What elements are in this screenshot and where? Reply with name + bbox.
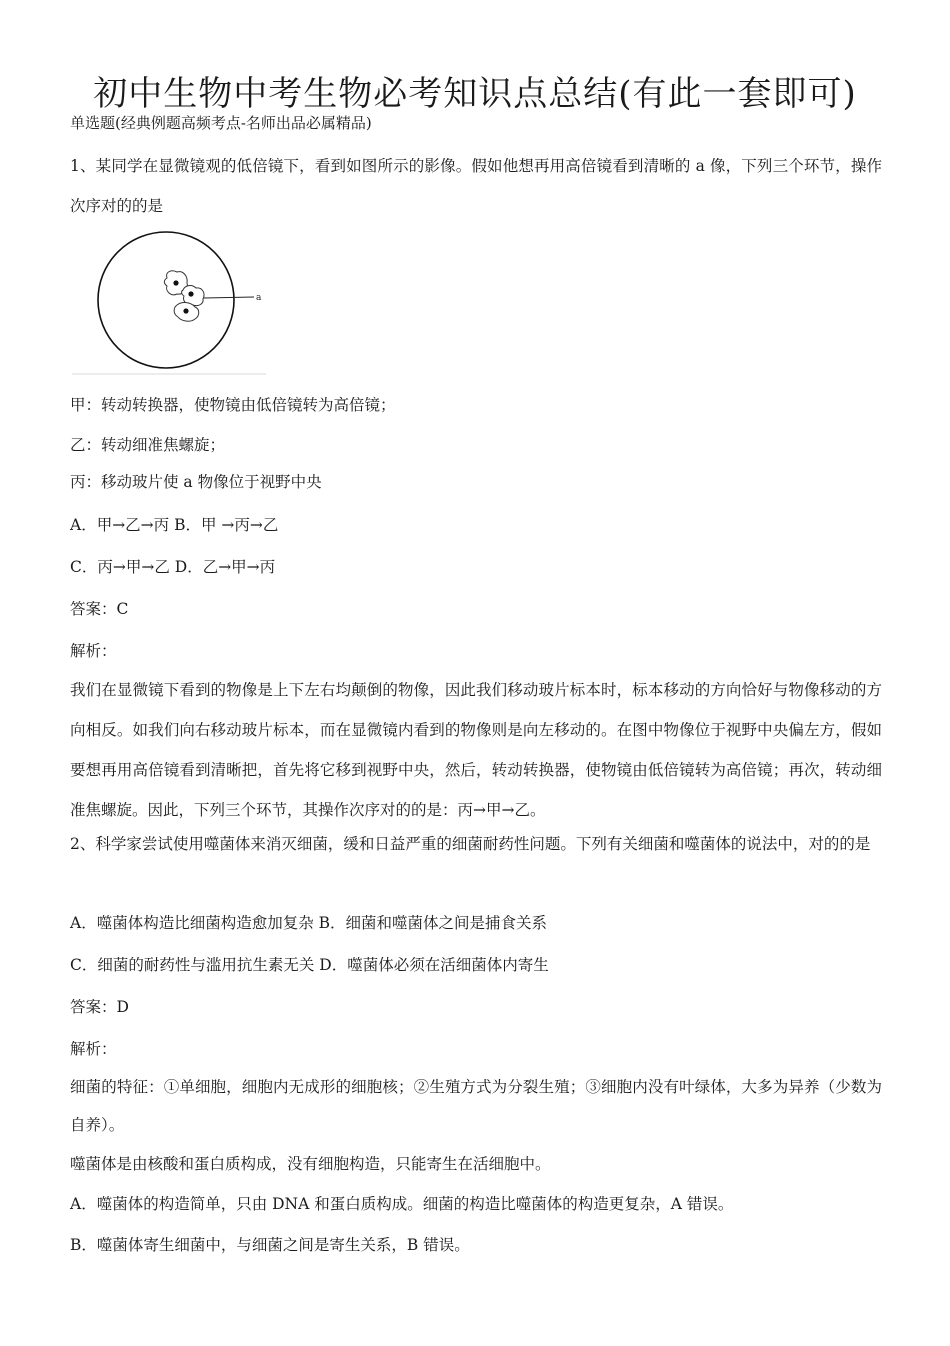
- microscope-field-illustration: [70, 230, 270, 378]
- cell-nucleus: [183, 308, 188, 313]
- step-jia: 甲：转动转换器，使物镜由低倍镜转为高倍镜；: [70, 396, 396, 414]
- question-1-analysis-label: 解析：: [70, 642, 117, 660]
- question-2-analysis-1: 细菌的特征：①单细胞，细胞内无成形的细胞核；②生殖方式为分裂生殖；③细胞内没有叶绿体，大多为异养（少数为自养）。: [70, 1078, 882, 1134]
- question-2-options-cd: C．细菌的耐药性与滥用抗生素无关 D．噬菌体必须在活细菌体内寄生: [70, 956, 549, 974]
- figure-label-a: a: [256, 293, 262, 303]
- section-subtitle: 单选题(经典例题高频考点-名师出品必属精品): [70, 114, 372, 132]
- question-2-options-ab: A．噬菌体构造比细菌构造愈加复杂 B．细菌和噬菌体之间是捕食关系: [70, 914, 548, 932]
- field-of-view-circle: [98, 232, 234, 368]
- question-1-options-cd: C．丙→甲→乙 D．乙→甲→丙: [70, 558, 276, 576]
- question-2-analysis-2: 噬菌体是由核酸和蛋白质构成，没有细胞构造，只能寄生在活细胞中。: [70, 1155, 551, 1173]
- question-2-analysis-label: 解析：: [70, 1040, 117, 1058]
- step-yi: 乙：转动细准焦螺旋；: [70, 436, 226, 454]
- question-1-options-ab: A．甲→乙→丙 B．甲 →丙→乙: [70, 516, 279, 534]
- question-2-stem: 2、科学家尝试使用噬菌体来消灭细菌，缓和日益严重的细菌耐药性问题。下列有关细菌和噬菌体的说法中，对的的是: [70, 835, 871, 853]
- question-1-answer: 答案：C: [70, 600, 129, 618]
- microscope-field-figure: [70, 230, 270, 378]
- question-1-stem: 1、某同学在显微镜观的低倍镜下，看到如图所示的影像。假如他想再用高倍镜看到清晰的 a 像，下列三个环节，操作次序对的的是: [70, 157, 882, 215]
- label-pointer-line: [204, 297, 254, 298]
- question-2-answer: 答案：D: [70, 998, 129, 1016]
- cell-a-nucleus: [188, 291, 193, 296]
- page-title: 初中生物中考生物必考知识点总结(有此一套即可): [93, 74, 857, 114]
- question-1-analysis: 我们在显微镜下看到的物像是上下左右均颠倒的物像，因此我们移动玻片标本时，标本移动的方向恰好与物像移动的方向相反。如我们向右移动玻片标本，而在显微镜内看到的物像则是向左移动的。在图中物像位于视野中央偏左方，假如要想再用高倍镜看到清晰把，首先将它移到视野中央，然后，转动转换器，使物镜由低倍镜转为高倍镜；再次，转动细准焦螺旋。因此，下列三个环节，其操作次序对的的是：丙→甲→乙。: [70, 681, 882, 819]
- cell-nucleus: [173, 280, 178, 285]
- step-bing: 丙：移动玻片使 a 物像位于视野中央: [70, 473, 322, 491]
- question-2-analysis-4: B．噬菌体寄生细菌中，与细菌之间是寄生关系，B 错误。: [70, 1236, 470, 1254]
- question-2-analysis-3: A．噬菌体的构造简单，只由 DNA 和蛋白质构成。细菌的构造比噬菌体的构造更复杂，A 错误。: [70, 1195, 734, 1213]
